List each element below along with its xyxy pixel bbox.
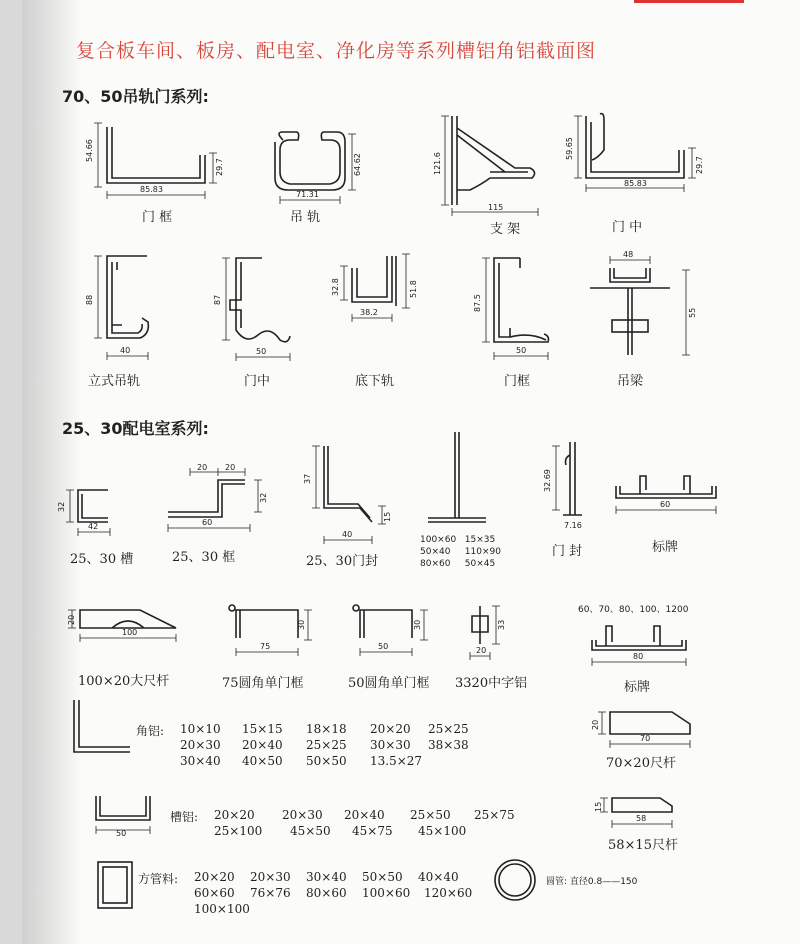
channel-spec: 20×40 (344, 808, 385, 822)
caption-menkuang: 门 框 (142, 210, 173, 225)
caption-menfeng: 门 封 (552, 544, 583, 559)
dim-label: 38.2 (360, 308, 378, 317)
dim-label: 54.66 (85, 139, 94, 162)
dim-label: 30 (297, 619, 306, 630)
angle-spec: 38×38 (428, 738, 469, 752)
caption-cao2530: 25、30 槽 (70, 552, 134, 567)
angle-spec: 20×30 (180, 738, 221, 752)
dim-label: 20 (225, 463, 236, 472)
zhongzi-profile (470, 606, 506, 660)
caption-menzhong1: 门 中 (612, 220, 643, 235)
caption-yj75: 75圆角单门框 (222, 676, 304, 691)
diaoliang-profile (590, 250, 697, 355)
dim-label: 20 (197, 463, 208, 472)
biaopai2-sizes: 60、70、80、100、1200 (578, 605, 689, 615)
angle-label: 角铝: (136, 724, 165, 738)
channel-spec: 25×50 (410, 808, 451, 822)
spec-item: 80×60 (420, 559, 451, 569)
spec-item: 110×90 (464, 547, 501, 557)
angle-profile (74, 700, 130, 752)
dim-label: 64.62 (353, 153, 362, 176)
caption-chigan70: 70×20尺杆 (606, 756, 676, 771)
caption-diaoliang: 吊梁 (617, 374, 644, 389)
square-spec: 80×60 (306, 886, 347, 900)
dim-label: 15 (383, 511, 392, 522)
angle-spec: 25×25 (428, 722, 469, 736)
lishi-profile (85, 256, 148, 360)
caption-zhongzi: 3320中字铝 (455, 676, 528, 691)
dim-label: 58 (636, 814, 647, 823)
dim-label: 40 (342, 530, 353, 539)
dachigan-profile (67, 610, 176, 642)
dim-label: 55 (688, 307, 697, 318)
chigan70-profile (591, 712, 690, 748)
dixiagui-profile (331, 254, 418, 322)
channel-spec: 20×30 (282, 808, 323, 822)
dim-label: 70 (640, 734, 651, 743)
dim-label: 85.83 (140, 185, 163, 194)
dim-label: 60 (202, 518, 213, 527)
tee-specs (420, 534, 501, 570)
dim-label: 59.65 (565, 137, 574, 160)
dim-label: 48 (623, 250, 634, 259)
square-spec: 40×40 (418, 870, 459, 884)
caption-biaopai2: 标牌 (624, 680, 651, 695)
dim-label: 75 (260, 642, 271, 651)
channel-label: 槽铝: (170, 810, 199, 824)
dim-label: 100 (122, 628, 138, 637)
channel-spec: 25×75 (474, 808, 515, 822)
angle-spec: 15×15 (242, 722, 283, 736)
menfeng2530-profile (303, 446, 392, 544)
dim-label: 29.7 (215, 158, 224, 176)
caption-menkuang2: 门框 (504, 374, 531, 389)
dim-label: 32.8 (331, 278, 340, 296)
zhijia-profile (433, 116, 538, 216)
menfeng-profile (543, 442, 582, 530)
square-spec: 60×60 (194, 886, 235, 900)
dim-label: 7.16 (564, 521, 582, 530)
caption-diaogui: 吊 轨 (290, 210, 321, 225)
square-spec: 50×50 (362, 870, 403, 884)
spec-item: 50×40 (420, 547, 451, 557)
square-tube-profile (98, 862, 132, 908)
dim-label: 15 (594, 801, 603, 812)
angle-spec: 20×20 (370, 722, 411, 736)
page-title: 复合板车间、板房、配电室、净化房等系列槽铝角铝截面图 (76, 40, 597, 62)
dim-label: 60 (660, 500, 671, 509)
square-spec: 20×30 (250, 870, 291, 884)
caption-menzhong2: 门中 (244, 374, 271, 389)
menzhong2-profile (213, 258, 290, 361)
biaopai1-profile (616, 476, 716, 514)
square-spec: 30×40 (306, 870, 347, 884)
dim-label: 40 (120, 346, 131, 355)
square-label: 方管料: (138, 872, 179, 886)
dim-label: 80 (633, 652, 644, 661)
dim-label: 50 (378, 642, 389, 651)
dim-label: 51.8 (409, 280, 418, 298)
dim-label: 50 (516, 346, 527, 355)
dim-label: 29.7 (695, 156, 704, 174)
caption-dachigan: 100×20大尺杆 (78, 674, 170, 689)
section-heading-switch-room: 25、30配电室系列: (62, 419, 209, 438)
channel-spec: 45×50 (290, 824, 331, 838)
dim-label: 50 (116, 829, 127, 838)
dim-label: 87 (213, 294, 222, 305)
angle-spec: 13.5×27 (370, 754, 423, 768)
yj75-profile (229, 605, 312, 656)
square-spec: 100×100 (194, 902, 250, 916)
dim-label: 115 (488, 203, 504, 212)
caption-yj50: 50圆角单门框 (348, 676, 430, 691)
caption-lishi: 立式吊轨 (88, 374, 141, 389)
angle-spec: 30×30 (370, 738, 411, 752)
dim-label: 32 (259, 492, 268, 503)
caption-biaopai1: 标牌 (652, 540, 679, 555)
caption-chigan58: 58×15尺杆 (608, 838, 678, 853)
caption-menfeng2530: 25、30门封 (306, 554, 379, 569)
dim-label: 30 (413, 619, 422, 630)
channel-spec: 20×20 (214, 808, 255, 822)
angle-spec: 18×18 (306, 722, 347, 736)
cao2530-profile (57, 490, 110, 536)
yj50-profile (353, 605, 428, 656)
tube-label: 圆管: 直径0.8——150 (546, 877, 638, 887)
channel-spec: 25×100 (214, 824, 263, 838)
biaopai2-profile (592, 626, 686, 666)
angle-spec: 20×40 (242, 738, 283, 752)
square-spec: 76×76 (250, 886, 291, 900)
caption-kuang2530: 25、30 框 (172, 550, 236, 565)
round-tube-profile (495, 860, 535, 900)
square-spec: 120×60 (424, 886, 473, 900)
dim-label: 42 (88, 522, 99, 531)
dim-label: 20 (591, 719, 600, 730)
dim-label: 87.5 (473, 294, 482, 312)
dim-label: 71.31 (296, 190, 319, 199)
angle-spec: 25×25 (306, 738, 347, 752)
caption-dixiagui: 底下轨 (355, 374, 395, 389)
dim-label: 20 (67, 614, 76, 625)
section-heading-door-rail: 70、50吊轨门系列: (62, 87, 209, 106)
chigan58-profile (594, 798, 672, 828)
diaogui-profile (275, 132, 362, 204)
dim-label: 121.6 (433, 152, 442, 175)
menkuang-profile (85, 123, 224, 199)
menzhong1-profile (565, 114, 704, 192)
kuang2530-profile (168, 463, 268, 532)
dim-label: 50 (256, 347, 267, 356)
square-spec: 20×20 (194, 870, 235, 884)
dim-label: 88 (85, 294, 94, 305)
spec-item: 50×45 (464, 559, 496, 569)
dim-label: 33 (497, 619, 506, 630)
angle-spec: 30×40 (180, 754, 221, 768)
square-spec: 100×60 (362, 886, 411, 900)
angle-spec: 40×50 (242, 754, 283, 768)
dim-label: 32.69 (543, 469, 552, 492)
channel-spec: 45×75 (352, 824, 393, 838)
dim-label: 85.83 (624, 179, 647, 188)
dim-label: 37 (303, 473, 312, 484)
caption-zhijia: 支 架 (490, 222, 521, 237)
spec-item: 100×60 (420, 535, 457, 545)
tee-profile (428, 432, 486, 522)
angle-spec: 10×10 (180, 722, 221, 736)
channel-profile (96, 796, 150, 838)
dim-label: 20 (476, 646, 487, 655)
channel-spec: 45×100 (418, 824, 467, 838)
menkuang2-profile (473, 258, 549, 360)
angle-spec: 50×50 (306, 754, 347, 768)
spec-item: 15×35 (464, 535, 496, 545)
dim-label: 32 (57, 501, 66, 512)
